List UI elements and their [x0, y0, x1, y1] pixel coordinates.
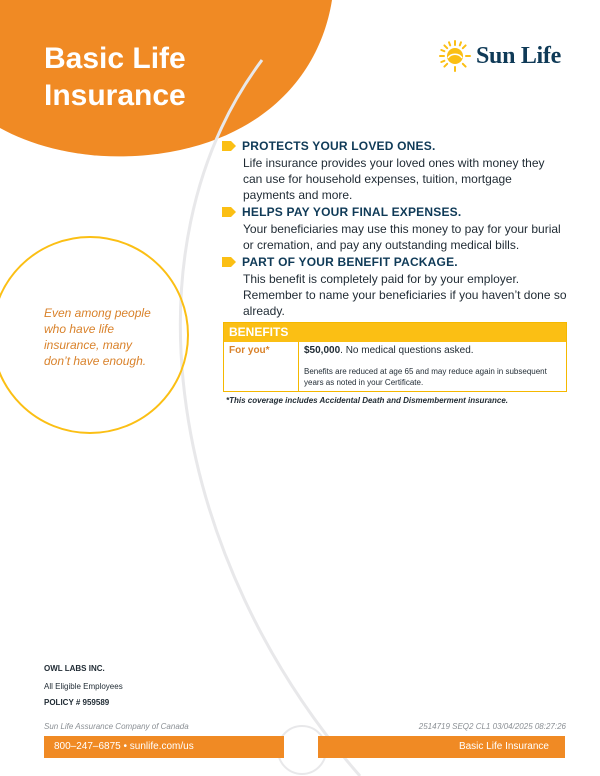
benefits-header: BENEFITS	[224, 323, 566, 342]
coverage-footnote: *This coverage includes Accidental Death and Dismemberment insurance.	[226, 396, 509, 405]
company-disclaimer: Sun Life Assurance Company of Canada	[44, 722, 189, 731]
sun-life-logo	[438, 38, 568, 74]
section-body: This benefit is completely paid for by your employer. Remember to name your beneficiaries if you haven’t done so already.	[243, 272, 567, 318]
document-code: 2514719 SEQ2 CL1 03/04/2025 08:27:26	[418, 722, 566, 731]
footer-title-bar: Basic Life Insurance	[318, 736, 565, 758]
page-title-line1: Basic Life	[44, 42, 186, 75]
section-body: Your beneficiaries may use this money to pay for your burial or cremation, and pay any outstanding medical bills.	[243, 222, 561, 252]
logo-text: Sun Life	[476, 42, 561, 69]
section-final-expenses	[222, 205, 567, 253]
benefit-amount-suffix: . No medical questions asked.	[340, 345, 474, 356]
table-row	[224, 342, 566, 391]
arrow-icon	[222, 257, 236, 267]
benefits-table	[223, 322, 567, 392]
company-name: OWL LABS INC.	[44, 664, 105, 673]
pull-quote: Even among people who have life insurance, many don’t have enough.	[44, 306, 151, 368]
benefit-amount-line	[304, 345, 561, 356]
eligibility: All Eligible Employees	[44, 682, 123, 691]
section-title: PART OF YOUR BENEFIT PACKAGE.	[242, 255, 458, 269]
section-benefit-package	[222, 255, 567, 319]
section-protects	[222, 139, 567, 203]
footer-contact-bar: 800–247–6875 • sunlife.com/us	[44, 736, 284, 758]
page-title	[44, 40, 186, 114]
page-title-line2: Insurance	[44, 79, 186, 112]
arrow-icon	[222, 141, 236, 151]
policy-number: POLICY # 959589	[44, 698, 110, 707]
benefit-amount: $50,000	[304, 345, 341, 356]
section-body: Life insurance provides your loved ones with money they can use for household expenses, tuition, mortgage payments and more.	[243, 156, 545, 202]
benefit-row-label: For you*	[224, 342, 299, 391]
arrow-icon	[222, 207, 236, 217]
section-heading	[222, 205, 567, 219]
section-title: PROTECTS YOUR LOVED ONES.	[242, 139, 436, 153]
benefit-row-value	[299, 342, 566, 391]
section-heading	[222, 255, 567, 269]
sun-icon	[438, 39, 472, 73]
section-title: HELPS PAY YOUR FINAL EXPENSES.	[242, 205, 462, 219]
benefit-note: Benefits are reduced at age 65 and may reduce again in subsequent years as noted in your Certificate.	[304, 367, 547, 387]
section-heading	[222, 139, 567, 153]
